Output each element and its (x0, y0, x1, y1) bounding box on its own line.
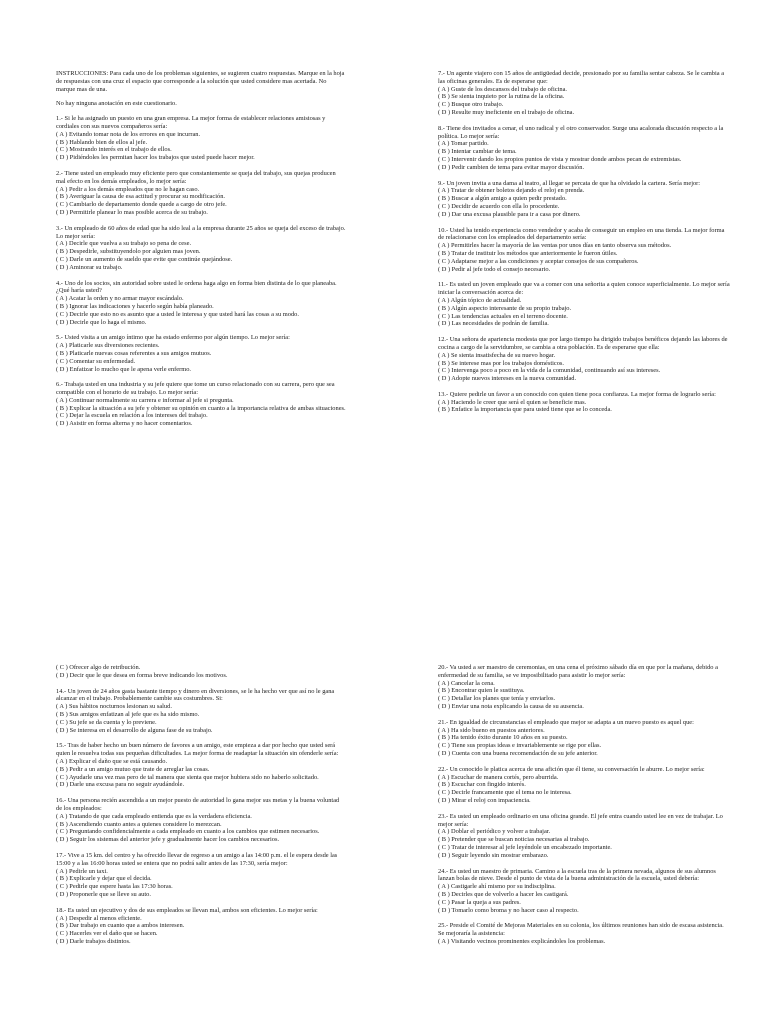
question-text: 4.- Uno de los socios, sin autoridad sobre usted le ordena haga algo en forma bien distinta de lo que planeaba. ¿Qué haría usted? (56, 279, 337, 295)
option-line: ( B ) Se sienta inquieto por la rutina de la oficina. (438, 93, 565, 101)
option-line: ( D ) Darle trabajos distintos. (56, 937, 131, 945)
question-block (438, 664, 730, 711)
question-text: 22.- Un conocido le platica acerca de una afición que él tiene, su conversación le aburre. Lo mejor sería: (438, 765, 705, 773)
option-line: ( C ) Intervenir dando los propios puntos de vista y mostrar donde ambos pecan de extremistas. (438, 155, 682, 163)
option-line: ( C ) Mostrando interés en el trabajo de ellos. (56, 146, 172, 154)
question-text: 20.- Va usted a ser maestro de ceremonias, en una cena el próximo sábado día en que por la mañana, debido a enfermedad de su familia, se ve imposibilitado para asistir lo mejor sería: (438, 664, 718, 679)
question-block (438, 281, 730, 328)
column-top-left (56, 70, 346, 436)
option-line: ( D ) Tomarlo como broma y no hacer caso al respecto. (438, 906, 579, 914)
question-block (56, 225, 346, 272)
option-line: ( D ) Seguir leyendo sin mostrar embarazo. (438, 851, 549, 859)
question-list (56, 688, 346, 946)
option-line: ( B ) Buscar a algún amigo a quien pedir prestado. (438, 195, 567, 203)
question-text: 21.- En igualdad de circunstancias el empleado que mejor se adapta a un nuevo puesto es aquel que: (438, 718, 694, 726)
option-line: ( D ) Darle una excusa para no seguir ayudándole. (56, 781, 185, 789)
option-line: ( D ) Se interesa en el desarrollo de alguna fase de su trabajo. (56, 726, 213, 734)
question-block (438, 766, 730, 805)
option-line: ( D ) Mirar el reloj con impaciencia. (438, 796, 531, 804)
option-line: ( B ) Ignorar las indicaciones y hacerlo según había planeado. (56, 302, 214, 310)
option-line: ( D ) Decirle que lo haga el mismo. (56, 318, 147, 326)
option-line: ( D ) Adopte nuevos intereses en la nueva comunidad. (438, 375, 577, 383)
question-text: 8.- Tiene dos invitados a cenar, el uno radical y el otro conservador. Surge una acalorada discusión respecto a la política. Lo mejor sería: (438, 124, 724, 140)
option-line: ( A ) Acatar la orden y no armar mayor escándalo. (56, 295, 184, 303)
option-line: ( D ) Pedir al jefe todo el consejo necesario. (438, 265, 551, 273)
option-line: ( C ) Dejar la escuela en relación a los intereses del trabajo. (56, 412, 208, 420)
option-line: ( B ) Enfatice la importancia que para usted tiene que se lo conceda. (438, 406, 612, 414)
question-list (56, 115, 346, 428)
option-line: ( C ) Detallar los planes que tenía y enviarlos. (438, 695, 556, 703)
option-line: ( D ) Decir que le que desea en forma breve indicando los motivos. (56, 671, 228, 679)
question-text: 13.- Quiere pedirle un favor a un conocido con quien tiene poca confianza. La mejor forma de lograrlo sería: (438, 390, 716, 398)
option-line: ( D ) Pidiéndoles les permitan hacer los trabajos que usted puede hacer mejor. (56, 154, 255, 162)
question-block (56, 334, 346, 373)
question-block (438, 336, 730, 383)
question-text: 2.- Tiene usted un empleado muy eficiente pero que constantemente se queja del trabajo, sus quejas producen mal efecto en los demás empleados, lo mejor sería: (56, 169, 336, 185)
question-text: 12.- Una señora de apariencia modesta que por largo tiempo ha dirigido trabajos benéficos dejando las labores de cocina a cargo de la servidumbre, se cambia a otra población. Es de esperarse que ella: (438, 336, 728, 351)
option-line: ( C ) Preguntando confidencialmente a cada empleado en cuanto a los cambios que estimen necesarios. (56, 828, 320, 836)
option-line: ( D ) Proponerle que se lleve su auto. (56, 890, 151, 898)
option-line: ( C ) Pedirle que espere hasta las 17:30 horas. (56, 883, 173, 891)
question-text: 1.- Si le ha asignado un puesto en una gran empresa. La mejor forma de establecer relaciones amistosas y cordiales con sus nuevos compañeros sería: (56, 115, 326, 130)
question-block (438, 180, 730, 219)
option-line: ( C ) Tiene sus propias ideas e invariablemente se rige por ellas. (438, 742, 602, 750)
option-line: ( B ) Pedir a un amigo mutuo que trate de arreglar las cosas. (56, 765, 210, 773)
option-line: ( B ) Algún aspecto interesante de su propio trabajo. (438, 304, 572, 312)
option-line: ( C ) Adaptarse mejor a las condiciones y aceptar consejos de sus compañeros. (438, 257, 639, 265)
option-line: ( A ) Decirle que vuelva a su trabajo so pena de cese. (56, 240, 192, 248)
option-line: ( C ) Busque otro trabajo. (438, 101, 504, 109)
question-block (56, 742, 346, 789)
question-block (438, 70, 730, 117)
question-block (438, 125, 730, 172)
question-text: 7.- Un agente viajero con 15 años de antigüedad decide, presionado por su familia sentar cabeza. Se le cambia a las oficinas generales. Es de esperarse que: (438, 70, 725, 85)
question-text: 5.- Usted visita a un amigo íntimo que ha estado enfermo por algún tiempo. Lo mejor sería: (56, 334, 290, 342)
option-line: ( A ) Sus hábitos nocturnos lesionan su salud. (56, 703, 172, 711)
option-line: ( C ) Ofrecer algo de retribución. (56, 664, 141, 671)
question-text: 23.- Es usted un empleado ordinario en una oficina grande. El jefe entra cuando usted lee en vez de trabajar. Lo mejor sería: (438, 812, 723, 828)
option-line: ( C ) Intervenga poco a poco en la vida de la comunidad, continuando así sus intereses. (438, 367, 661, 375)
option-line: ( D ) Aminorar su trabajo. (56, 263, 123, 271)
option-line: ( A ) Castigarle ahí mismo por su indisciplina. (438, 883, 556, 891)
option-line: ( A ) Escuchar de manera cortés, pero aburrida. (438, 773, 559, 781)
question-block (56, 797, 346, 844)
question-block (438, 868, 730, 915)
question-block (438, 813, 730, 860)
question-block (438, 227, 730, 274)
column-top-right (438, 70, 730, 422)
note-text: No hay ninguna anotación en este cuestionario. (56, 100, 177, 108)
option-line: ( A ) Pedir a los demás empleados que no le hagan caso. (56, 185, 200, 193)
option-line: ( C ) Darle un aumento de sueldo que evite que continúe quejándose. (56, 255, 233, 263)
option-line: ( A ) Cancelar la cena. (438, 679, 495, 687)
question-text: 11.- Es usted un joven empleado que va a comer con una señorita a quien conoce superficialmente. Lo mejor sería iniciar la conversación acerca de: (438, 281, 730, 297)
option-line: ( A ) Evitando tomar nota de los errores en que incurran. (56, 130, 201, 138)
question-block (56, 688, 346, 735)
option-line: ( C ) Decirle francamente que el tema no le interesa. (438, 789, 572, 797)
option-line: ( B ) Se interese mas por los trabajos domésticos. (438, 359, 565, 367)
option-line: ( C ) Su jefe se da cuenta y lo previene. (56, 718, 157, 726)
question-text: 14.- Un joven de 24 años gasta bastante tiempo y dinero en diversiones, se le ha hecho ver que así no le gana alcanzar en el trabajo. Probablemente cambie sus costumbres. Si: (56, 687, 335, 703)
option-line: ( D ) Enfatizar lo mucho que le apena verle enfermo. (56, 365, 192, 373)
option-line: ( A ) Guste de los descansos del trabajo de oficina. (438, 85, 568, 93)
option-line: ( D ) Resulte muy ineficiente en el trabajo de oficina. (438, 108, 575, 116)
option-line: ( C ) Ayudarle una vez mas pero de tal manera que sienta que mejor hubiera sido no haberlo solicitado. (56, 773, 319, 781)
option-line: ( B ) Hablando bien de ellos al jefe. (56, 138, 148, 146)
option-line: ( B ) Pretender que se buscan noticias necesarias al trabajo. (438, 836, 590, 844)
question-text: 3.- Un empleado de 60 años de edad que ha sido leal a la empresa durante 25 años se queja del exceso de trabajo. Lo mejor sería: (56, 224, 346, 240)
column-bottom-right (438, 664, 730, 954)
option-line: ( D ) Asistir en forma alterna y no hacer comentarios. (56, 420, 193, 428)
option-line: ( C ) Pasar la queja a sus padres. (438, 898, 521, 906)
option-line: ( D ) Las necesidades de podrán de familia. (438, 320, 549, 328)
option-line: ( C ) Decirle que esto no es asunto que a usted le interesa y que usted hará las cosas a su modo. (56, 310, 299, 318)
option-line: ( B ) Encontrar quien le sustituya. (438, 687, 525, 695)
question-text: 25.- Preside el Comité de Mejoras Materiales en su colonia, los últimos reuniones han sido de escasa asistencia. Se mejoraría la asistencia: (438, 922, 724, 938)
option-line: ( C ) Las tendencias actuales en el terreno docente. (438, 312, 568, 320)
question-block (56, 381, 346, 428)
option-line: ( A ) Tratar de obtener boletos dejando el reloj en prenda. (438, 187, 585, 195)
question-text: 24.- Es usted un maestro de primaria. Camino a la escuela tras de la primera nevada, algunos de sus alumnos lanzan bolas de nieve. Desde el punto de vista de la buena administración de la escuela, usted debería: (438, 867, 716, 883)
option-line: ( A ) Tomar partido. (438, 140, 489, 148)
option-line: ( B ) Intentar cambiar de tema. (438, 148, 517, 156)
question-text: 16.- Una persona recién ascendida a un mejor puesto de autoridad lo gana mejor sus metas y la buena voluntad de los empleados: (56, 797, 340, 812)
question-list (438, 664, 730, 946)
option-line: ( A ) Haciendo le creer que será el quien se beneficie mas. (438, 398, 587, 406)
instructions-text: INSTRUCCIONES: Para cada uno de los problemas siguientes, se sugieren cuatro respuestas. Marque en la hoja de respuestas con una cruz el espacio que corresponde a la solución que usted considere mas acertada. No marque mas de una. (56, 70, 345, 93)
question-block (438, 391, 730, 414)
option-line: ( A ) Permitirles hacer la mayoría de las ventas por unos días en tanto observa sus métodos. (438, 242, 672, 250)
option-line: ( B ) Decirles que de volverlo a hacer les castigará. (438, 890, 569, 898)
question-text: 17.- Vive a 15 km. del centro y ha ofrecido llevar de regreso a un amigo a las 14:00 p.m. el le espera desde las 15:00 y a las 16:00 horas usted se entera que no podrá salir antes de las 17:30, sería mejor: (56, 851, 338, 867)
question-text: 10.- Usted ha tenido experiencia como vendedor y acaba de conseguir un empleo en una tienda. La mejor forma de relacionarse con los empleados del departamento sería: (438, 226, 725, 242)
option-line: ( B ) Explicar la situación a su jefe y obtener su opinión en cuanto a la importancia relativa de ambas situaciones. (56, 404, 346, 412)
option-line: ( B ) Dar trabajo en cuanto que a ambos interesen. (56, 922, 185, 930)
option-line: ( A ) Visitando vecinos prominentes explicándoles los problemas. (438, 937, 606, 945)
option-line: ( B ) Platicarle nuevas cosas referentes a sus amigos mutuos. (56, 349, 212, 357)
question-text: 15.- Tras de haber hecho un buen número de favores a un amigo, este empieza a dar por hecho que usted será quien le resuelva todas sus pequeñas dificultades. La mejor forma de readaptar la situación sin ofenderle sería: (56, 742, 339, 758)
option-line: ( A ) Continuar normalmente su carrera e informar al jefe si pregunta. (56, 396, 234, 404)
option-line: ( B ) Despedirle, substituyendolo por alguien mas joven. (56, 248, 201, 256)
option-line: ( C ) Cambiarlo de departamento donde quede a cargo de otro jefe. (56, 201, 227, 209)
question-block (438, 719, 730, 758)
question-block (56, 170, 346, 217)
option-line: ( A ) Algún tópico de actualidad. (438, 296, 522, 304)
option-line: ( A ) Platicarle sus diversiones recientes. (56, 342, 160, 350)
question-text: 9.- Un joven invita a una dama al teatro, al llegar se percata de que ha olvidado la cartera. Sería mejor: (438, 179, 701, 187)
option-line: ( C ) Decidir de acuerdo con ella lo procedente. (438, 202, 560, 210)
option-line: ( D ) Seguir los sistemas del anterior jefe y gradualmente hacer los cambios necesarios. (56, 836, 280, 844)
option-line: ( B ) Tratar de instituir los métodos que anteriormente le fueron útiles. (438, 249, 618, 257)
question-block (56, 852, 346, 899)
question-list (438, 70, 730, 414)
option-line: ( D ) Enviar una nota explicando la causa de su ausencia. (438, 702, 584, 710)
option-line: ( A ) Ha sido bueno en puestos anteriores. (438, 726, 545, 734)
option-line: ( D ) Permitirle planear lo mas posible acerca de su trabajo. (56, 208, 208, 216)
option-line: ( A ) Se sienta insatisfecha de su nuevo hogar. (438, 351, 556, 359)
option-line: ( A ) Despedir al menos eficiente. (56, 914, 142, 922)
question-text: 18.- Es usted un ejecutivo y dos de sus empleados se llevan mal, ambos son eficientes. Lo mejor sería: (56, 906, 318, 914)
question-text: 6.- Trabaja usted en una industria y su jefe quiere que tome un curso relacionado con su carrera, pero que sea compatible con el horario de su trabajo. Lo mejor sería: (56, 381, 335, 397)
option-line: ( C ) Hacerles ver el daño que se hacen. (56, 930, 158, 938)
option-line: ( D ) Cuenta con una buena recomendación de su jefe anterior. (438, 749, 598, 757)
question-block (56, 280, 346, 327)
question-block (438, 922, 730, 945)
option-line: ( B ) Ha tenido éxito durante 10 años en su puesto. (438, 734, 568, 742)
option-line: ( B ) Escuchar con fingido interés. (438, 781, 526, 789)
option-line: ( C ) Tratar de interesar al jefe leyéndole un encabezado importante. (438, 843, 612, 851)
option-line: ( A ) Explicar el daño que se está causando. (56, 757, 168, 765)
option-line: ( B ) Ascendiendo cuanto antes a quienes considere lo merezcan. (56, 820, 222, 828)
option-line: ( B ) Averiguar la causa de esa actitud y procurar su modificación. (56, 193, 225, 201)
option-line: ( A ) Pedirle un taxi. (56, 867, 108, 875)
question-block (56, 115, 346, 162)
option-line: ( A ) Doblar el periódico y volver a trabajar. (438, 828, 551, 836)
column-bottom-left (56, 664, 346, 954)
option-line: ( C ) Comentar su enfermedad. (56, 357, 136, 365)
option-line: ( B ) Explicarle y dejar que el decida. (56, 875, 152, 883)
option-line: ( D ) Dar una excusa plausible para ir a casa por dinero. (438, 210, 581, 218)
option-line: ( D ) Pedir cambien de tema para evitar mayor discusión. (438, 163, 585, 171)
continued-options (56, 664, 346, 680)
option-line: ( B ) Sus amigos enfatizan al jefe que es ha sido mismo. (56, 710, 200, 718)
question-block (56, 907, 346, 946)
option-line: ( A ) Tratando de que cada empleado entienda que es la verdadera eficiencia. (56, 812, 252, 820)
